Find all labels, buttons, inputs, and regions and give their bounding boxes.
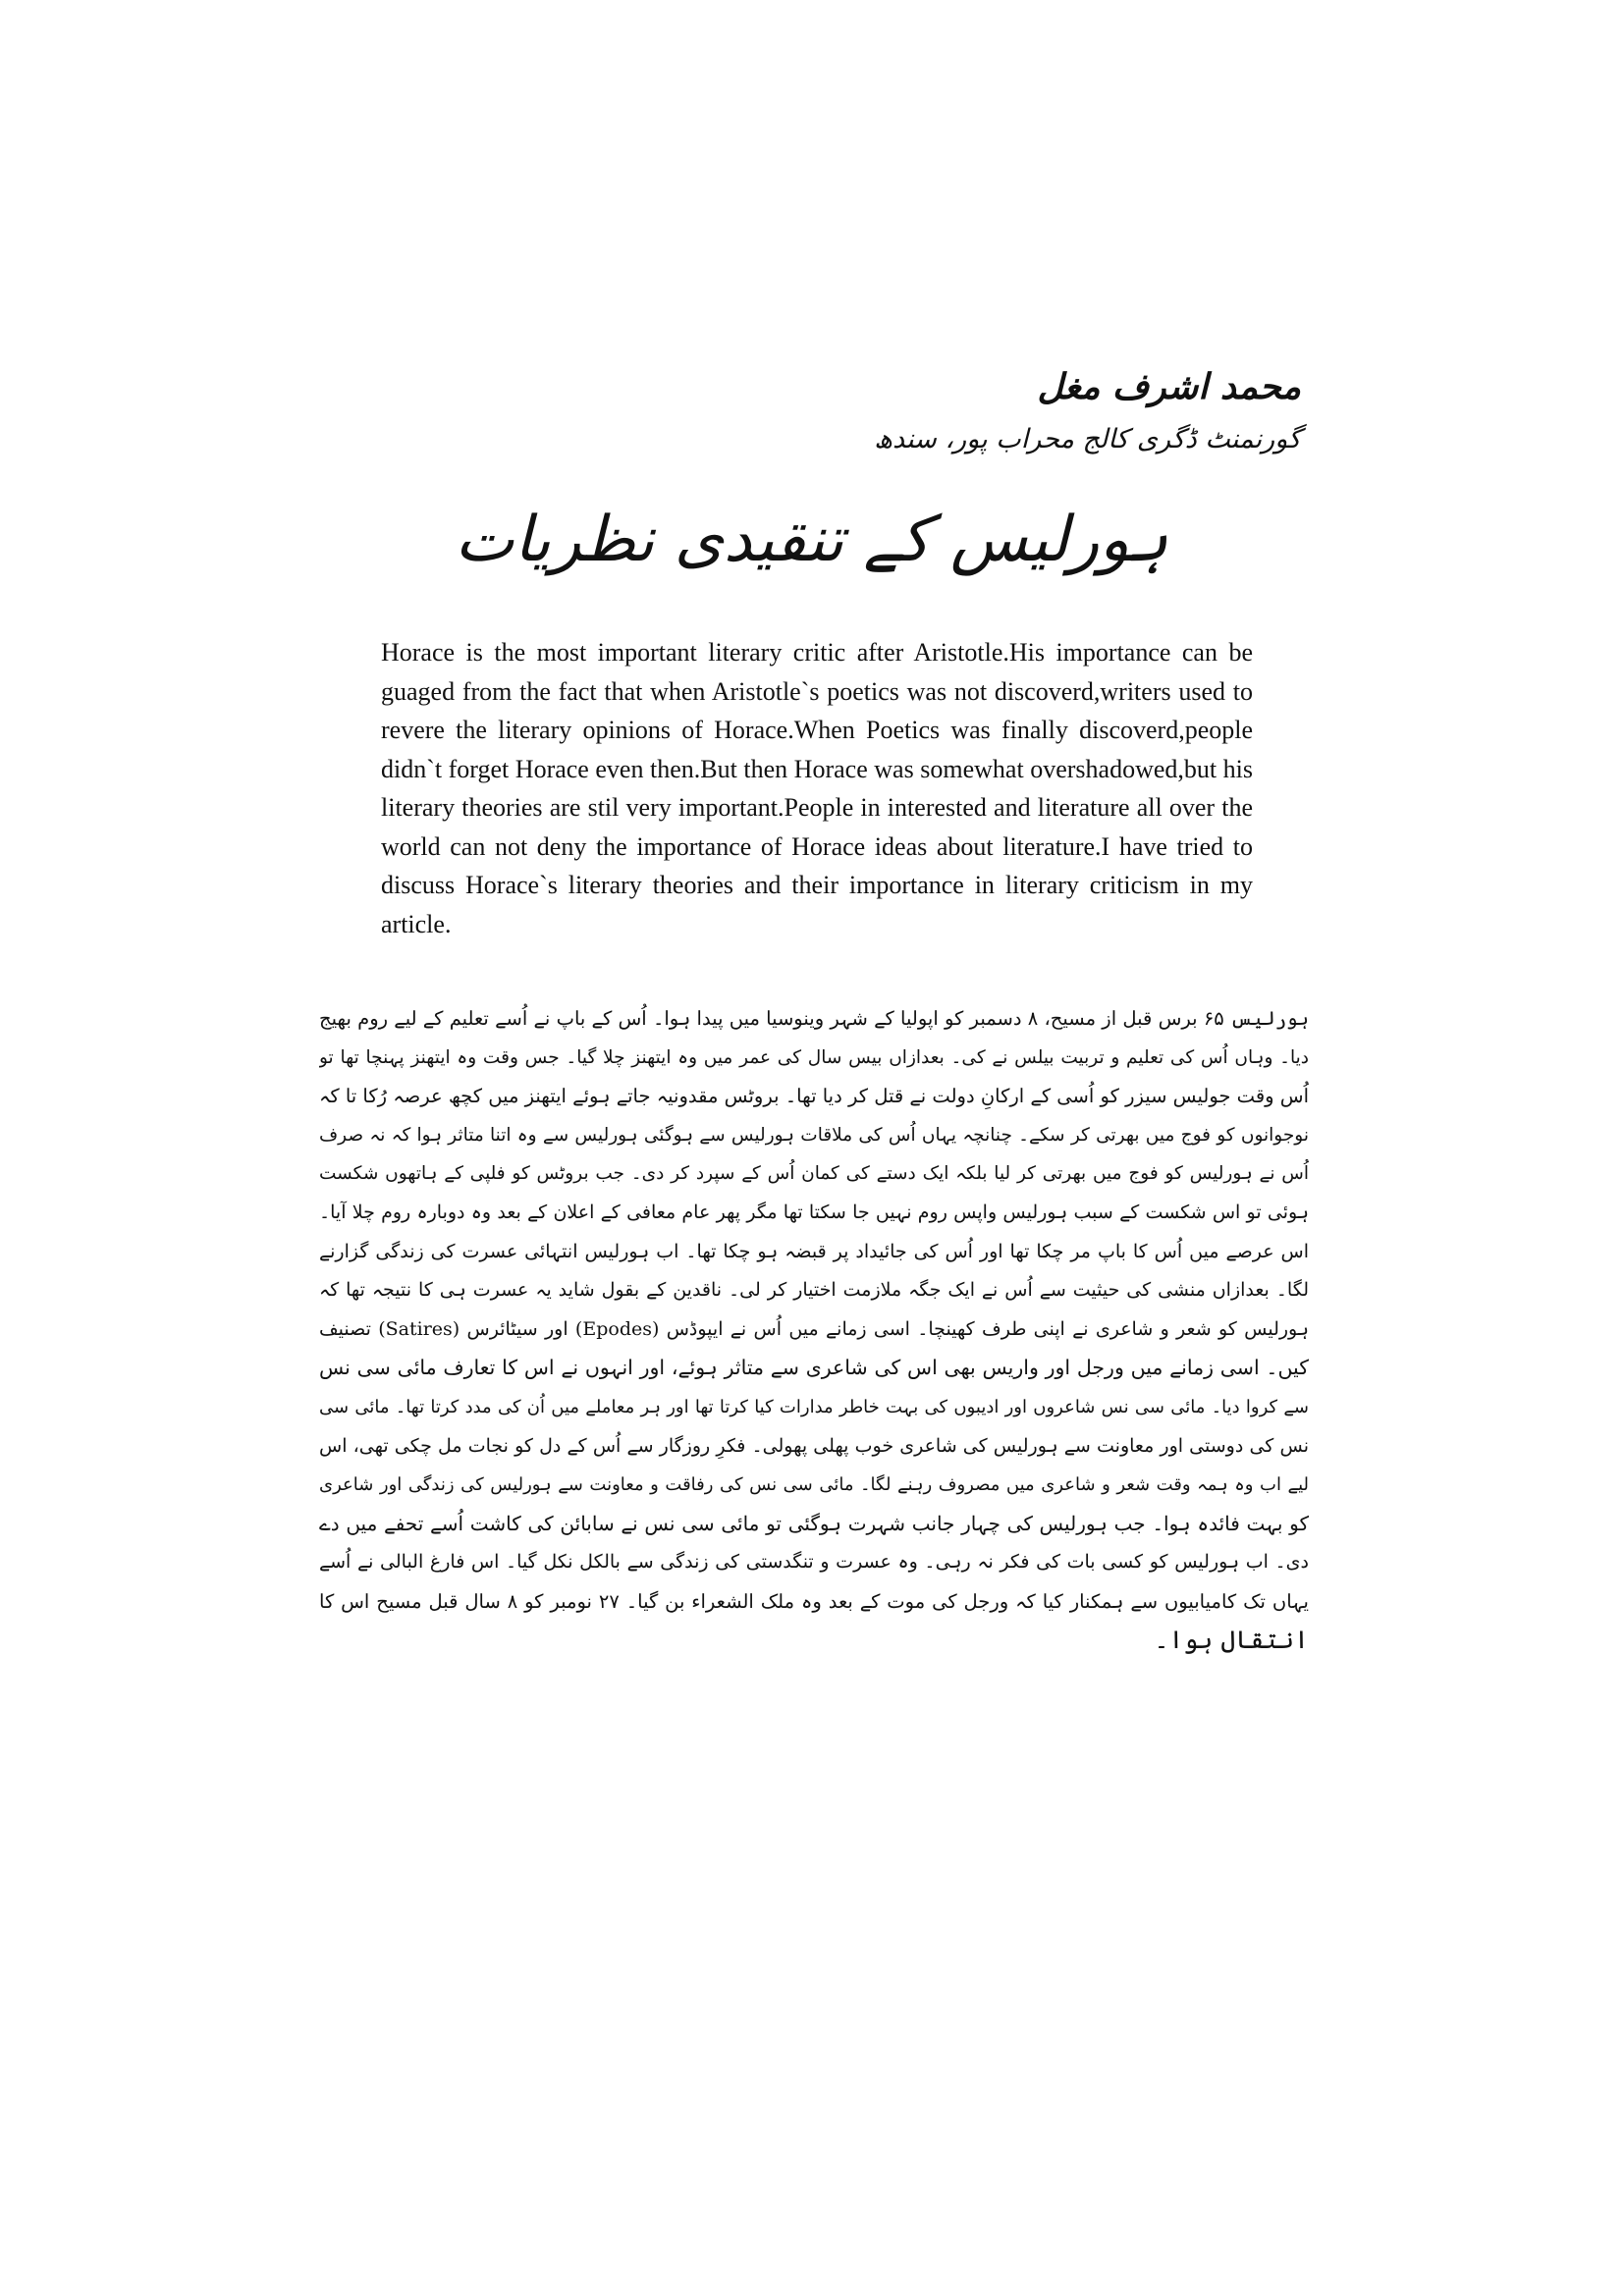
author-affiliation: گورنمنٹ ڈگری کالج محراب پور، سندھ xyxy=(874,424,1301,454)
body-line: ہوئی تو اس شکست کے سبب ہورلیس واپس روم نہیں جا سکتا تھا مگر پھر عام معافی کے اعلان کے بعد وہ دوبارہ روم چلا آیا۔ xyxy=(319,1201,1309,1223)
english-abstract: Horace is the most important literary critic after Aristotle.His importance can be guaged from the fact that when Aristotle`s poetics was not discoverd,writers used to revere the literary opinions of Horace.When Poetics was finally discoverd,people didn`t forget Horace even then.But then Horace was somewhat overshadowed,but his literary theories are stil very important.People in interested and literature all over the world can not deny the importance of Horace ideas about literature.I have tried to discuss Horace`s literary theories and their importance in literary criticism in my article. xyxy=(381,638,1253,938)
body-line: لیے اب وہ ہمہ وقت شعر و شاعری میں مصروف رہنے لگا۔ مائی سی نس کی رفاقت و معاونت سے ہورلیس کی زندگی اور شاعری xyxy=(319,1474,1309,1496)
body-line: اُس نے ہورلیس کو فوج میں بھرتی کر لیا بلکہ ایک دستے کی کمان اُس کے سپرد کر دی۔ جب بروٹس کو فلپی کے ہاتھوں شکست xyxy=(319,1163,1309,1185)
body-line: دیا۔ وہاں اُس کی تعلیم و تربیت بیلس نے کی۔ بعدازاں بیس سال کی عمر میں وہ ایتھنز چلا گیا۔ جس وقت وہ ایتھنز پہنچا تھا تو xyxy=(319,1046,1309,1068)
body-line: یہاں تک کامیابیوں سے ہمکنار کیا کہ ورجل کی موت کے بعد وہ ملک الشعراء بن گیا۔ ۲۷ نومبر کو ۸ سال قبل مسیح اس کا xyxy=(319,1589,1309,1613)
body-line: اس عرصے میں اُس کا باپ مر چکا تھا اور اُس کی جائیداد پر قبضہ ہو چکا تھا۔ اب ہورلیس انتہائی عسرت کی زندگی گزارنے xyxy=(319,1240,1309,1262)
body-line: کیں۔ اسی زمانے میں ورجل اور واریس بھی اس کی شاعری سے متاثر ہوئے، اور انہوں نے اس کا تعارف مائی سی نس xyxy=(319,1356,1309,1380)
urdu-body-text xyxy=(319,999,1309,1660)
body-line: سے کروا دیا۔ مائی سی نس شاعروں اور ادیبوں کی بہت خاطر مدارات کیا کرتا تھا اور ہر معاملے میں اُن کی مدد کرتا تھا۔ مائی سی xyxy=(319,1396,1309,1417)
body-line: ہورلیس ۶۵ برس قبل از مسیح، ۸ دسمبر کو اپولیا کے شہر وینوسیا میں پیدا ہوا۔ اُس کے باپ نے اُسے تعلیم کے لیے روم بھیج xyxy=(319,1007,1309,1030)
body-line: اُس وقت جولیس سیزر کو اُسی کے ارکانِ دولت نے قتل کر دیا تھا۔ بروٹس مقدونیہ جاتے ہوئے ایتھنز میں کچھ عرصہ رُکا تا کہ xyxy=(319,1085,1309,1108)
body-line: دی۔ اب ہورلیس کو کسی بات کی فکر نہ رہی۔ وہ عسرت و تنگدستی کی زندگی سے بالکل نکل گیا۔ اس فارغ البالی نے اُسے xyxy=(319,1551,1309,1574)
body-line: نس کی دوستی اور معاونت سے ہورلیس کی شاعری خوب پھلی پھولی۔ فکرِ روزگار سے اُس کے دل کو نجات مل چکی تھی، اس xyxy=(319,1434,1309,1457)
body-line: انتقال ہوا۔ xyxy=(1154,1625,1309,1655)
body-line: لگا۔ بعدازاں منشی کی حیثیت سے اُس نے ایک جگہ ملازمت اختیار کر لی۔ ناقدین کے بقول شاید یہ عسرت ہی کا نتیجہ تھا کہ xyxy=(319,1279,1309,1302)
body-line: کو بہت فائدہ ہوا۔ جب ہورلیس کی چہار جانب شہرت ہوگئی تو مائی سی نس نے سابائن کی کاشت اُسے تحفے میں دے xyxy=(319,1511,1309,1535)
article-title: ہورلیس کے تنقیدی نظریات xyxy=(455,504,1168,576)
body-line: نوجوانوں کو فوج میں بھرتی کر سکے۔ چنانچہ یہاں اُس کی ملاقات ہورلیس سے ہوگئی ہورلیس سے وہ اتنا متاثر ہوا کہ نہ صرف xyxy=(319,1124,1309,1146)
author-name: محمد اشرف مغل xyxy=(1037,366,1301,407)
body-line: ہورلیس کو شعر و شاعری نے اپنی طرف کھینچا۔ اسی زمانے میں اُس نے ایپوڈس (Epodes) اور سیٹائرس (Satires) تصنیف xyxy=(319,1317,1309,1340)
